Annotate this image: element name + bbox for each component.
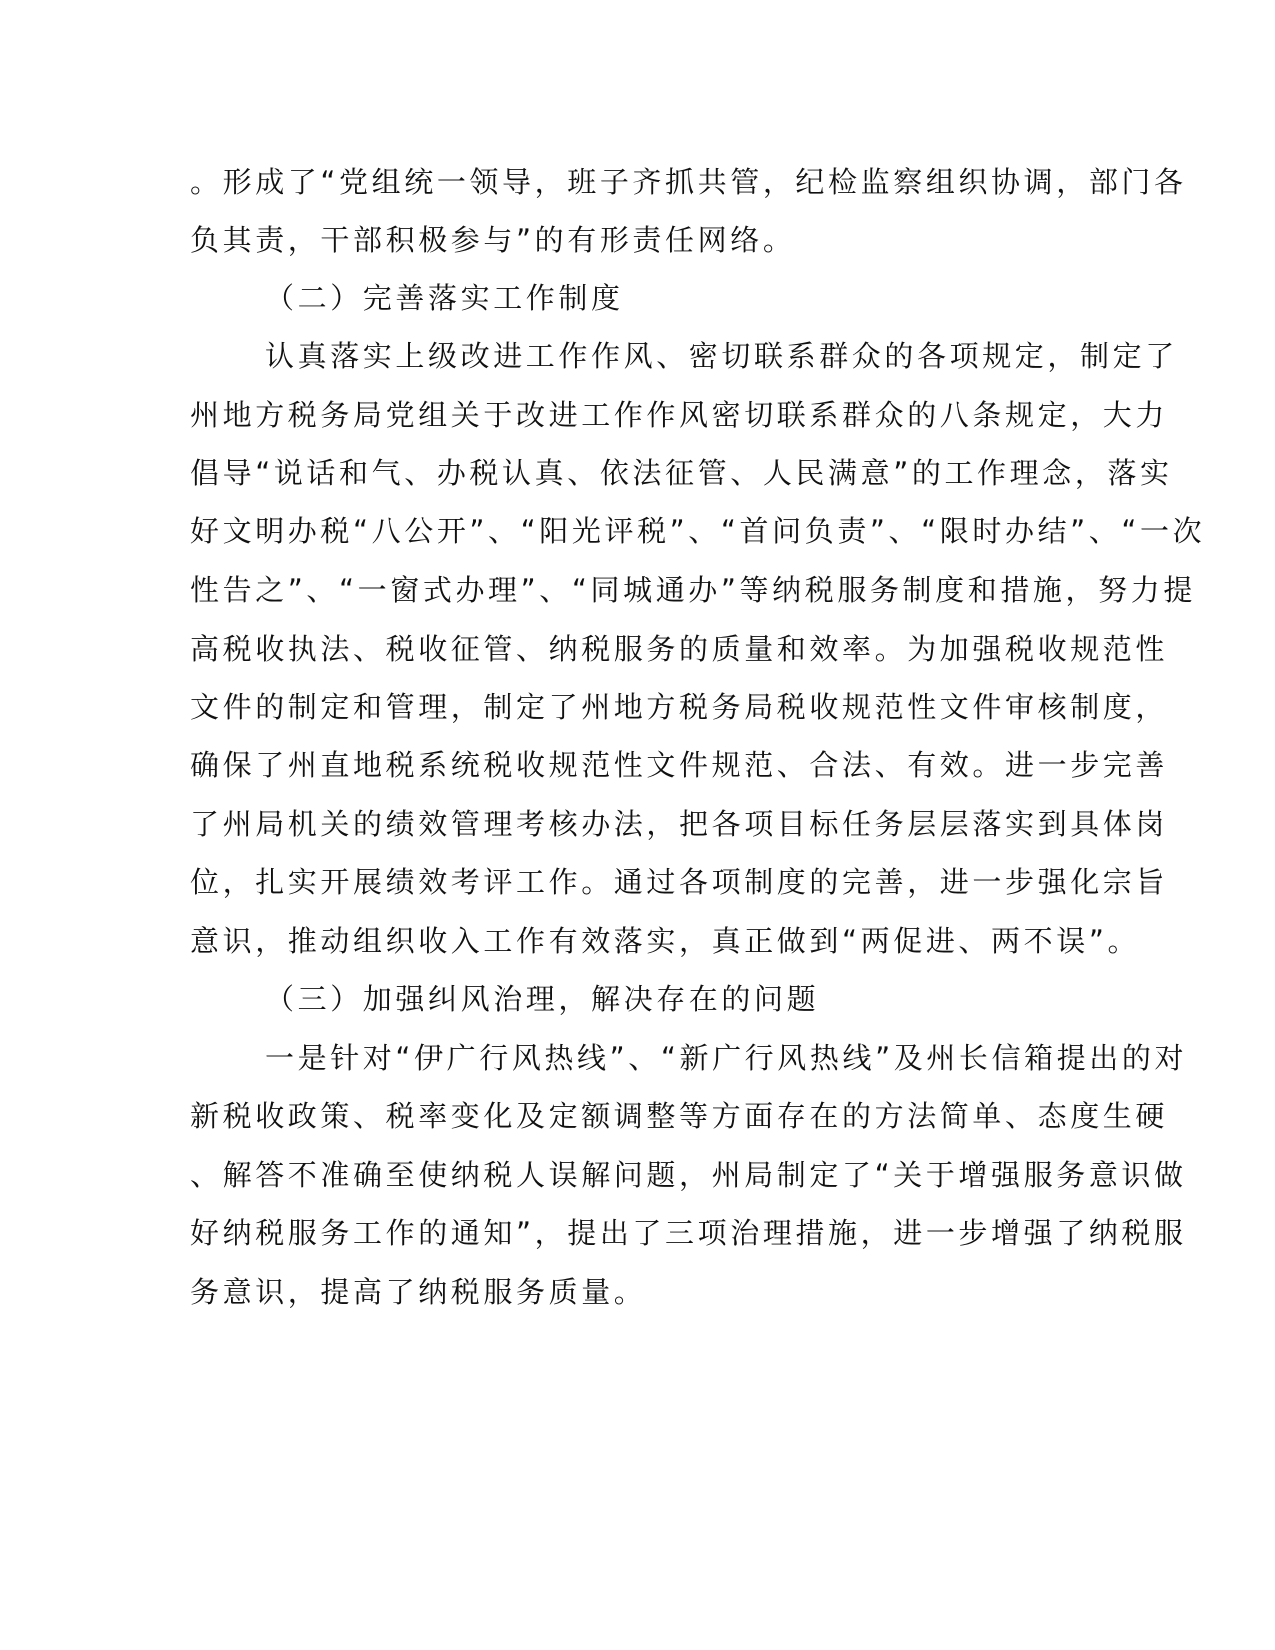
- paragraph-line: 好纳税服务工作的通知”，提出了三项治理措施，进一步增强了纳税服: [190, 1216, 1187, 1250]
- paragraph-line: 了州局机关的绩效管理考核办法，把各项目标任务层层落实到具体岗: [190, 807, 1169, 841]
- paragraph-line: 性告之”、“一窗式办理”、“同城通办”等纳税服务制度和措施，努力提: [190, 573, 1196, 607]
- paragraph-line: 高税收执法、税收征管、纳税服务的质量和效率。为加强税收规范性: [190, 632, 1169, 666]
- paragraph-line: 认真落实上级改进工作作风、密切联系群众的各项规定，制定了: [265, 339, 1178, 373]
- section-heading: （三）加强纠风治理，解决存在的问题: [265, 982, 820, 1016]
- paragraph-line: 位，扎实开展绩效考评工作。通过各项制度的完善，进一步强化宗旨: [190, 865, 1169, 899]
- paragraph-line: 州地方税务局党组关于改进工作作风密切联系群众的八条规定，大力: [190, 398, 1169, 432]
- paragraph-line: 新税收政策、税率变化及定额调整等方面存在的方法简单、态度生硬: [190, 1099, 1169, 1133]
- paragraph-line: 确保了州直地税系统税收规范性文件规范、合法、有效。进一步完善: [190, 748, 1169, 782]
- section-heading: （二）完善落实工作制度: [265, 281, 624, 315]
- paragraph-line: 。形成了“党组统一领导，班子齐抓共管，纪检监察组织协调，部门各: [190, 165, 1187, 199]
- paragraph-line: 意识，推动组织收入工作有效落实，真正做到“两促进、两不误”。: [190, 924, 1141, 958]
- paragraph-line: 文件的制定和管理，制定了州地方税务局税收规范性文件审核制度，: [190, 690, 1169, 724]
- paragraph-line: 务意识，提高了纳税服务质量。: [190, 1275, 647, 1309]
- paragraph-line: 负其责，干部积极参与”的有形责任网络。: [190, 223, 796, 257]
- paragraph-line: 倡导“说话和气、办税认真、依法征管、人民满意”的工作理念，落实: [190, 456, 1173, 490]
- paragraph-line: 一是针对“伊广行风热线”、“新广行风热线”及州长信箱提出的对: [265, 1041, 1188, 1075]
- paragraph-line: 好文明办税“八公开”、“阳光评税”、“首问负责”、“限时办结”、“一次: [190, 514, 1206, 548]
- paragraph-line: 、解答不准确至使纳税人误解问题，州局制定了“关于增强服务意识做: [190, 1158, 1187, 1192]
